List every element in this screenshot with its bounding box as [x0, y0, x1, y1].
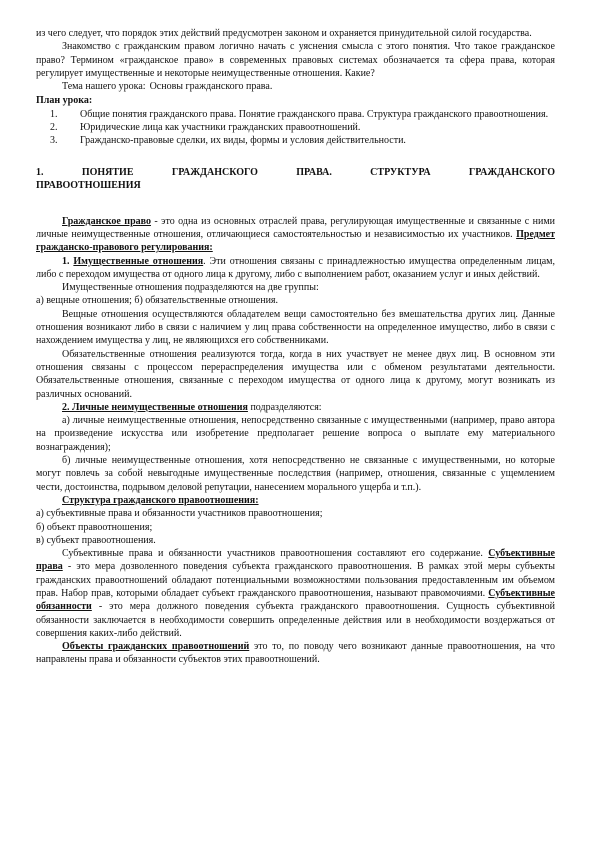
personal-relations	[36, 401, 555, 414]
intro-continuation: из чего следует, что порядок этих действий предусмотрен законом и охраняется принудительной силой государства.	[36, 28, 532, 39]
plan-item	[36, 121, 555, 134]
intro-paragraph: Знакомство с гражданским правом логично начать с уяснения смысла с этого понятия. Что такое гражданское право? Термином «гражданское право» в современных правовых системах обозначается та сфера права, которая регулирует имущественные и некоторые неимущественные отношения. Какие?	[36, 41, 555, 79]
property-groups-intro: Имущественные отношения подразделяются на две группы:	[62, 282, 319, 294]
civil-law-definition	[36, 215, 555, 255]
civil-law-definition-text: - это одна из основных отраслей права, регулирующая имущественные и связанные с ними личные неимущественные отношения, отличающиеся самостоятельностью и независимостью их участников.	[36, 215, 555, 240]
lesson-theme-value: Основы гражданского права.	[149, 81, 273, 93]
property-term: Имущественные отношения	[73, 255, 204, 267]
personal-relations-text: подразделяются:	[247, 401, 322, 413]
obligation-relations-paragraph: Обязательственные отношения реализуются тогда, когда в них участвует не менее двух лиц. В основном эти отношения связаны с процессом перераспределения имущества или с обменом результатами деятельности. Обязательственные отношения, связанные с переходом имущества от одного лица к другому, могут возникать из различных оснований.	[36, 348, 555, 400]
property-text: . Эти отношения связаны с принадлежностью имущества определенным лицам, либо с переходом имущества от одного лица к другому, либо с выполнением работ, оказанием услуг и иных действий.	[36, 255, 556, 280]
property-groups-list: а) вещные отношения; б) обязательственные отношения.	[36, 295, 279, 307]
plan-item-number: 1.	[50, 108, 58, 120]
property-number: 1.	[62, 255, 74, 267]
subject-label: Предмет гражданско-правового регулирования:	[36, 228, 555, 254]
plan-item-number: 3.	[50, 135, 58, 147]
subjective-rights-term: Субъективные права	[36, 548, 555, 573]
lesson-theme-label: Тема нашего урока:	[62, 81, 146, 93]
subjective-rights-paragraph	[36, 547, 555, 640]
personal-relations-a: а) личные неимущественные отношения, непосредственно связанные с имущественными (например, право автора на произведение искусства или изобретение предполагает решение вопроса о выплате ему материального вознаграждения);	[36, 415, 555, 453]
plan-item-text: Гражданско-правовые сделки, их виды, формы и условия действительности.	[80, 135, 406, 147]
section-spacer	[36, 193, 555, 215]
objects-term: Объекты гражданских правоотношений	[62, 641, 250, 653]
structure-item: б) объект правоотношения;	[36, 521, 153, 533]
subjective-rights-text: - это мера дозволенного поведения субъекта гражданского правоотношения. В рамках этой меры субъекты гражданских правоотношений обладают потенциальными возможностями пользования предоставленным им объемом прав. Набор прав, которыми обладает субъект гражданского правоотношения, называют правомочиями.	[36, 561, 555, 599]
plan-item-number: 2.	[50, 122, 58, 134]
real-relations-paragraph: Вещные отношения осуществляются обладателем вещи самостоятельно без вмешательства других лиц. Данные отношения возникают либо в связи с наличием у лиц права собственности на определенное имущество, либо в связи с нахождением имущества у лиц, не являющихся его собственниками.	[36, 308, 555, 347]
structure-item: в) субъект правоотношения.	[36, 534, 156, 546]
structure-label: Структура гражданского правоотношения:	[62, 494, 259, 506]
content-text: Субъективные права и обязанности участников правоотношения составляют его содержание.	[62, 548, 489, 560]
property-relations	[36, 255, 555, 282]
personal-relations-label: 2. Личные неимущественные отношения	[62, 401, 248, 413]
subjective-duties-text: - это мера должного поведения субъекта гражданского правоотношения. Сущность субъективной обязанности заключается в необходимости совершить определенные действия или в необходимости воздержаться от совершения каких-либо действий.	[36, 601, 555, 639]
objects-paragraph	[36, 640, 555, 667]
personal-relations-b: б) личные неимущественные отношения, хотя непосредственно не связанные с имущественными, но которые могут повлечь за собой невыгодные имущественные последствия (например, отношения, связанные с ущемлением чести, достоинства, подрывом деловой репутации, нанесением морального ущерба и т.п.).	[36, 455, 555, 493]
lesson-theme	[36, 80, 555, 93]
plan-item	[36, 134, 555, 147]
structure-item: а) субъективные права и обязанности участников правоотношения;	[36, 508, 323, 520]
civil-law-term: Гражданское право	[62, 215, 151, 227]
plan-title: План урока:	[36, 95, 93, 107]
objects-text: это то, по поводу чего возникают данные правоотношения, на что направлены права и обязанности субъектов этих правоотношений.	[36, 641, 555, 666]
plan-item-text: Общие понятия гражданского права. Понятие гражданского права. Структура гражданского правоотношения.	[80, 108, 549, 120]
section-heading: 1. ПОНЯТИЕ ГРАЖДАНСКОГО ПРАВА. СТРУКТУРА ГРАЖДАНСКОГО ПРАВООТНОШЕНИЯ	[36, 166, 555, 192]
plan-item	[36, 108, 555, 121]
plan-list	[36, 108, 555, 148]
plan-item-text: Юридические лица как участники гражданских правоотношений.	[80, 122, 361, 134]
subjective-duties-term: Субъективные обязанности	[36, 587, 555, 613]
